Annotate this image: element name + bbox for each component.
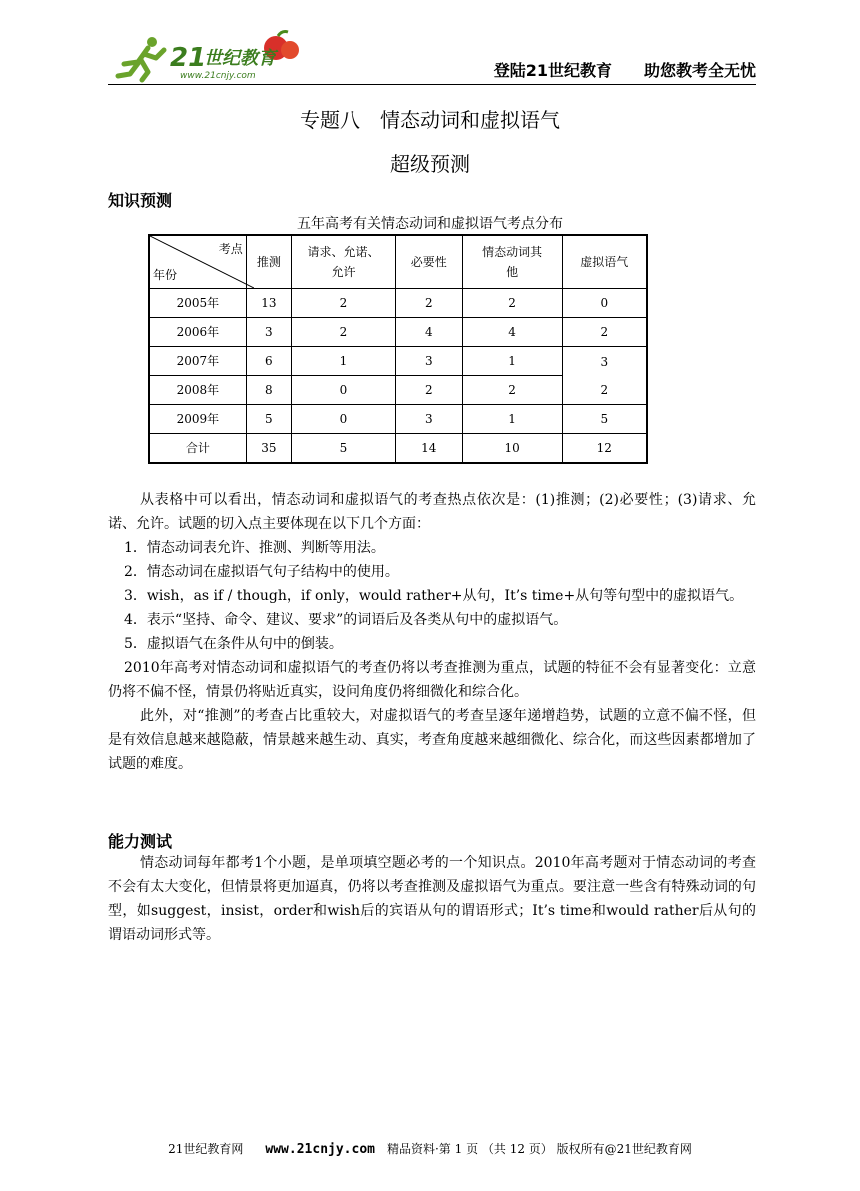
page-footer <box>0 1140 860 1157</box>
table-cell: 3 <box>246 318 291 347</box>
footer-url-link[interactable]: www.21cnjy.com <box>265 1142 375 1157</box>
table-cell: 1 <box>462 405 562 434</box>
slogan-left: 登陆21世纪教育 <box>493 61 612 80</box>
table-caption: 五年高考有关情态动词和虚拟语气考点分布 <box>297 216 563 232</box>
paragraph: 情态动词每年都考1个小题，是单项填空题必考的一个知识点。2010年高考题对于情态动词的考查不会有太大变化，但情景将更加逼真，仍将以考查推测及虚拟语气为重点。要注意一些含有特殊动词的句型，如suggest，insist，order和wish后的宾语从句的谓语形式；It’s time和would rather后从句的谓语动词形式等。 <box>108 855 756 943</box>
table-cell-value: 3 <box>600 354 609 369</box>
table-cell: 0 <box>562 289 647 318</box>
page-header <box>108 28 756 84</box>
footer-site-name: 21世纪教育网 <box>168 1142 244 1156</box>
year-cell: 2008年 <box>149 376 246 405</box>
corner-label-year: 年份 <box>153 268 178 282</box>
column-header: 必要性 <box>396 235 463 289</box>
table-cell: 2 <box>292 289 396 318</box>
exam-distribution-table <box>148 234 648 464</box>
table-cell: 35 <box>246 434 291 464</box>
table-cell: 2 <box>462 289 562 318</box>
table-cell: 5 <box>562 405 647 434</box>
table-total-row <box>149 434 647 464</box>
list-item: 1．情态动词表允许、推测、判断等用法。 <box>124 540 385 556</box>
svg-text:世纪教育: 世纪教育 <box>204 48 276 69</box>
header-divider <box>108 84 756 85</box>
paragraph: 2010年高考对情态动词和虚拟语气的考查仍将以考查推测为重点，试题的特征不会有显著变化：立意仍将不偏不怪，情景仍将贴近真实，设问角度仍将细微化和综合化。 <box>108 660 756 700</box>
table-row <box>149 347 647 376</box>
column-header: 请求、允诺、允许 <box>292 235 396 289</box>
table-cell: 8 <box>246 376 291 405</box>
table-cell-merged <box>562 347 647 405</box>
year-cell: 2006年 <box>149 318 246 347</box>
paragraph: 此外，对“推测”的考查占比重较大，对虚拟语气的考查呈逐年递增趋势，试题的立意不偏不怪，但是有效信息越来越隐蔽，情景越来越生动、真实，考查角度越来越细微化、综合化，而这些因素都增加了试题的难度。 <box>108 708 756 772</box>
list-item: 4．表示“坚持、命令、建议、要求”的词语后及各类从句中的虚拟语气。 <box>124 612 568 628</box>
corner-label-topic: 考点 <box>218 242 243 256</box>
svg-text:www.21cnjy.com: www.21cnjy.com <box>180 71 256 81</box>
table-row <box>149 289 647 318</box>
table-cell: 12 <box>562 434 647 464</box>
section-heading-knowledge: 知识预测 <box>108 191 173 210</box>
table-cell: 1 <box>462 347 562 376</box>
table-corner-cell <box>149 235 246 289</box>
header-slogan <box>494 58 756 81</box>
table-row <box>149 318 647 347</box>
svg-text:21: 21 <box>170 43 207 73</box>
column-header: 推测 <box>246 235 291 289</box>
paragraph: 从表格中可以看出，情态动词和虚拟语气的考查热点依次是：(1)推测；(2)必要性；(3)请求、允诺、允许。试题的切入点主要体现在以下几个方面： <box>108 492 756 532</box>
table-cell: 5 <box>246 405 291 434</box>
table-cell: 2 <box>292 318 396 347</box>
table-cell: 10 <box>462 434 562 464</box>
site-logo[interactable] <box>108 28 308 84</box>
year-cell: 2005年 <box>149 289 246 318</box>
slogan-right: 助您教考全无忧 <box>643 61 756 80</box>
table-cell: 14 <box>396 434 463 464</box>
running-man-icon <box>118 37 164 80</box>
table-cell: 4 <box>396 318 463 347</box>
list-item: 3．wish，as if / though，if only，would rather+从句，It’s time+从句等句型中的虚拟语气。 <box>124 588 744 604</box>
year-cell: 2009年 <box>149 405 246 434</box>
section-heading-ability: 能力测试 <box>108 832 173 851</box>
footer-info: 精品资料·第 1 页 （共 12 页） 版权所有@21世纪教育网 <box>386 1142 692 1156</box>
table-header-row <box>149 235 647 289</box>
table-cell: 1 <box>292 347 396 376</box>
table-cell: 2 <box>396 376 463 405</box>
table-cell: 0 <box>292 405 396 434</box>
page-subtitle: 超级预测 <box>390 152 470 176</box>
analysis-text <box>108 488 756 776</box>
column-header: 虚拟语气 <box>562 235 647 289</box>
total-label-cell: 合计 <box>149 434 246 464</box>
table-cell: 4 <box>462 318 562 347</box>
page-title: 专题八 情态动词和虚拟语气 <box>300 108 560 132</box>
table-cell: 2 <box>396 289 463 318</box>
table-row <box>149 405 647 434</box>
list-item: 2．情态动词在虚拟语气句子结构中的使用。 <box>124 564 399 580</box>
column-header: 情态动词其他 <box>462 235 562 289</box>
table-cell: 13 <box>246 289 291 318</box>
table-cell: 6 <box>246 347 291 376</box>
table-cell: 3 <box>396 405 463 434</box>
table-cell: 3 <box>396 347 463 376</box>
table-cell: 2 <box>462 376 562 405</box>
table-cell: 5 <box>292 434 396 464</box>
table-cell-value: 2 <box>600 382 609 397</box>
ability-text <box>108 851 756 947</box>
table-cell: 0 <box>292 376 396 405</box>
year-cell: 2007年 <box>149 347 246 376</box>
table-cell: 2 <box>562 318 647 347</box>
list-item: 5．虚拟语气在条件从句中的倒装。 <box>124 636 343 652</box>
